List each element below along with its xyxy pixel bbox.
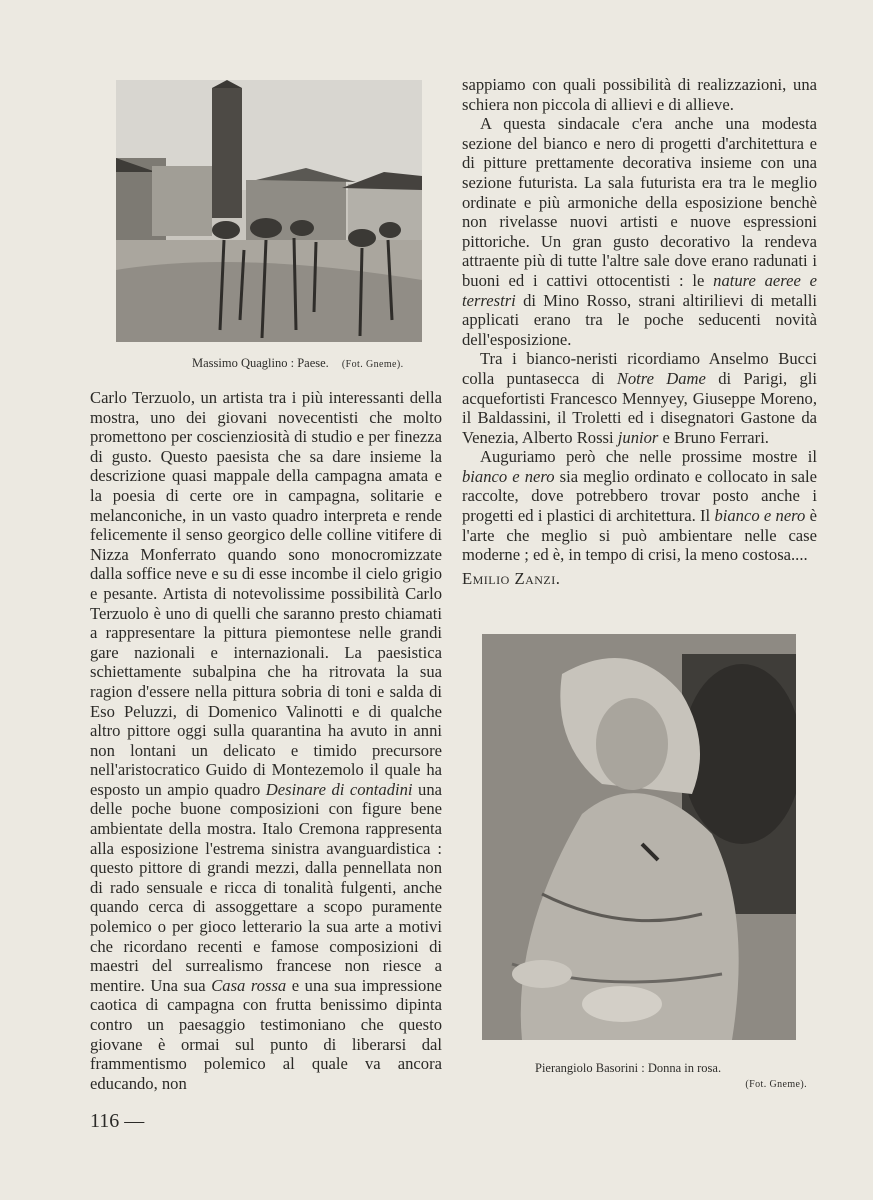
article-paragraph xyxy=(462,114,817,349)
photo-credit: (Fot. Gneme). xyxy=(745,1079,807,1090)
painting-photo-paese xyxy=(116,80,422,342)
emphasis-text: bianco e nero xyxy=(714,506,806,526)
body-text: è l'arte che meglio si può ambientare nelle case moderne ; ed è, in tempo di crisi, la meno costosa.... xyxy=(462,506,817,565)
body-text: di Mino Rosso, strani altirilievi di metalli applicati erano tra le poche seducenti novità dell'esposizione. xyxy=(462,290,817,349)
artwork-title: Notre Dame xyxy=(616,368,706,388)
body-text: Carlo Terzuolo, un artista tra i più interessanti della mostra, uno dei giovani novecentisti che molto promettono per coscienziosità di studio e per finezza di gusto. Questo paesista che sa dare insieme la descrizione quasi mappale della campagna amata e la poesia di certe ore in campagna, solitarie e melanconiche, in un vasto quadro interpreta e rende felicemente il senso georgico delle colline vitifere di Nizza Monferrato quando sono monocromizzate dalla soffice neve e su di esse incombe il cielo grigio e pesante. Artista di notevolissime possibilità Carlo Terzuolo è uno di quelli che saranno presto chiamati a rappresentare la pittura piemontese nelle grandi gare nazionali e internazionali. La paesistica schiettamente subalpina che ha ritrovata la sua ragion d'essere nella pittura sobria di toni e salda di Eso Peluzzi, di Domenico Valinotti e di qualche altro pittore oggi sulla quarantina ha avuto in anni non lontani un delicato e timido precursore nell'aristocratico Guido di Montezemolo il quale ha esposto un ampio quadro xyxy=(90,388,442,799)
portrait-painting-image xyxy=(482,634,796,1040)
body-text: Tra i bianco-neristi ricordiamo Anselmo Bucci colla puntasecca di xyxy=(462,349,817,388)
artwork-title: Casa rossa xyxy=(211,975,287,995)
artwork-title: Desinare di contadini xyxy=(265,779,413,799)
article-paragraph xyxy=(90,388,442,1093)
caption-title: Pierangiolo Basorini : Donna in rosa. xyxy=(535,1061,722,1075)
body-text: una delle poche buone composizioni con figure bene ambientate della mostra. Italo Cremona rappresenta alla esposizione l'estrema sinistra avanguardistica : questo pittore di grandi mezzi, dalla pennellata non di rado sensuale e ricca di tonalità fulgenti, anche quando cerca di assoggettare a scopo puramente polemico o per gioco letterario la sua arte a motivi che ricordano recenti e famose composizioni di maestri del surrealismo francese non riesce a mentire. Una sua xyxy=(90,779,442,995)
photo-credit: (Fot. Gneme). xyxy=(341,359,404,370)
page-number: 116 — xyxy=(90,1110,145,1132)
figure-caption-bottom xyxy=(535,1061,807,1092)
landscape-painting-image xyxy=(116,80,422,342)
article-paragraph xyxy=(462,447,817,565)
body-text: e Bruno Ferrari. xyxy=(662,427,769,447)
artwork-title: nature aeree e terrestri xyxy=(462,270,817,310)
left-text-column xyxy=(90,388,442,1093)
body-text: e una sua impressione caotica di campagna con frutta benissimo dipinta contro un paesaggio testimoniano che questo giovane è ormai sul punto di liberarsi dal frammentismo polemico al quale va ancora educando, non xyxy=(90,975,442,1093)
emphasis-text: bianco e nero xyxy=(462,466,555,486)
body-text: di Parigi, gli acquefortisti Francesco Mennyey, Giuseppe Moreno, il Baldassini, il Troletti ed i disegnatori Gastone da Venezia, Alberto Rossi xyxy=(462,368,817,447)
body-text: Auguriamo però che nelle prossime mostre il xyxy=(480,447,817,467)
article-paragraph: sappiamo con quali possibilità di realizzazioni, una schiera non piccola di allievi e di allieve. xyxy=(462,75,817,114)
body-text: sia meglio ordinato e collocato in sale raccolte, dove potrebbero trovar posto anche i progetti ed i plastici di architettura. Il xyxy=(462,466,817,526)
figure-caption-top xyxy=(192,356,404,372)
author-signature: Emilio Zanzi. xyxy=(462,568,561,588)
caption-title: Massimo Quaglino : Paese. xyxy=(192,356,329,370)
article-paragraph xyxy=(462,349,817,447)
right-text-column xyxy=(462,75,817,588)
painting-photo-donna-in-rosa xyxy=(482,634,796,1040)
name-suffix: junior xyxy=(617,427,659,447)
body-text: A questa sindacale c'era anche una modesta sezione del bianco e nero di progetti d'architettura e di pitture prettamente decorativa insieme con una sezione futurista. La sala futurista era tra le meglio ordinate e più armoniche della esposizione benchè non rivelasse nuovi artisti e nuove espressioni pittoriche. Un gran gusto decorativo la rendeva attraente più di tutte l'altre sale dove erano radunati i buoni ed i cattivi ottocentisti : le xyxy=(462,114,817,290)
